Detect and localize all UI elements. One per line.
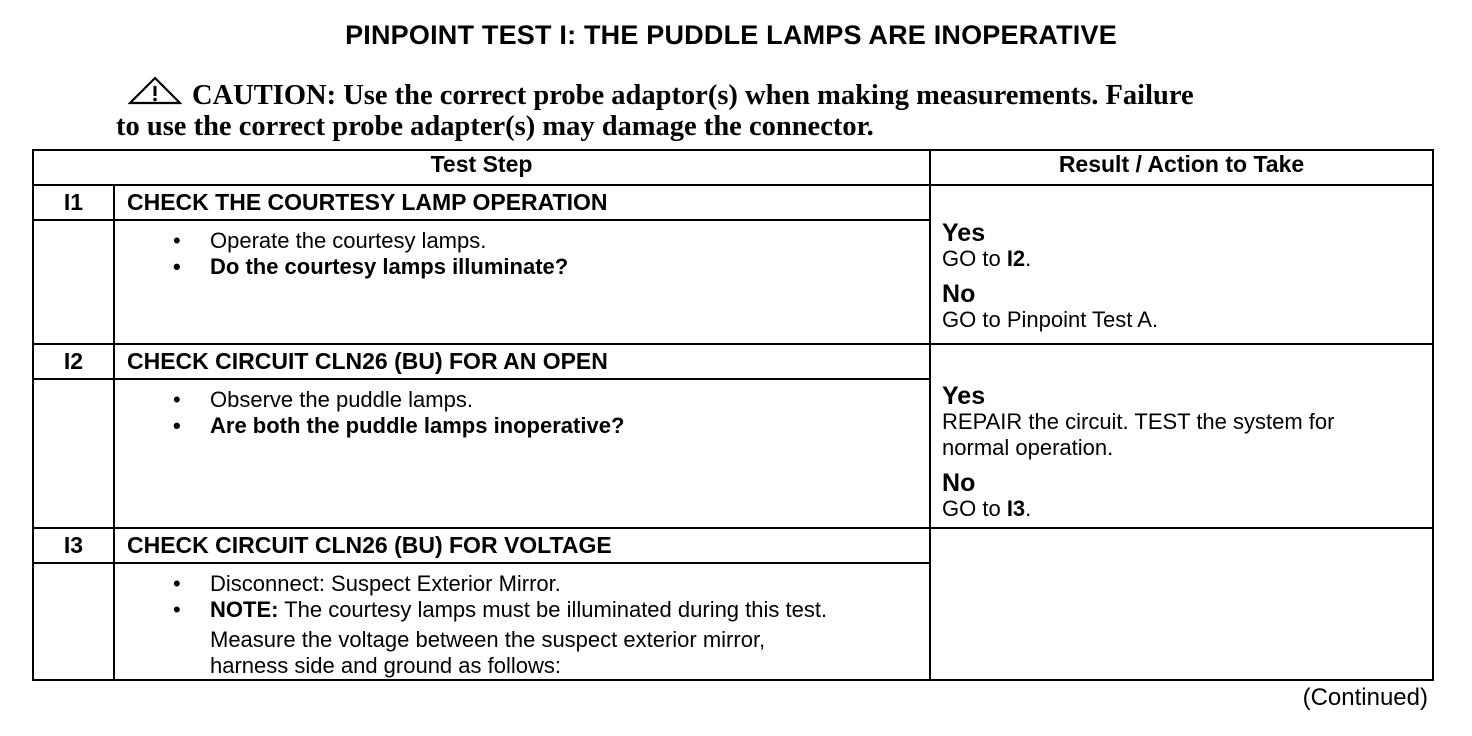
step-body <box>114 563 930 680</box>
step-heading: CHECK CIRCUIT CLN26 (BU) FOR VOLTAGE <box>114 528 930 563</box>
yes-label: Yes <box>942 382 986 410</box>
no-label: No <box>942 280 976 308</box>
list-item <box>210 597 929 623</box>
step-body <box>114 220 930 344</box>
step-heading-row <box>33 185 1433 220</box>
yes-action-line2: normal operation. <box>942 435 1114 460</box>
header-test-step: Test Step <box>33 150 930 185</box>
pinpoint-test-table <box>32 149 1434 681</box>
measure-line2: harness side and ground as follows: <box>210 653 561 678</box>
step-heading-row <box>33 344 1433 379</box>
no-action: GO to I3. <box>942 496 1032 521</box>
list-item: • Observe the puddle lamps. <box>210 387 929 413</box>
list-item: • Operate the courtesy lamps. <box>210 228 929 254</box>
yes-action-line1: REPAIR the circuit. TEST the system for <box>942 409 1335 434</box>
header-result: Result / Action to Take <box>930 150 1433 185</box>
step-result <box>930 185 1433 344</box>
step-id: I3 <box>33 528 114 563</box>
list-item: • Are both the puddle lamps inoperative? <box>210 413 929 439</box>
yes-action: GO to I2. <box>942 246 1032 271</box>
no-label: No <box>942 469 976 497</box>
table-header-row <box>33 150 1433 185</box>
continued-label: (Continued) <box>1302 684 1428 711</box>
note-label: NOTE: <box>210 597 279 622</box>
list-item: • Disconnect: Suspect Exterior Mirror. <box>210 571 929 597</box>
step-result <box>930 344 1433 528</box>
step-heading: CHECK CIRCUIT CLN26 (BU) FOR AN OPEN <box>114 344 930 379</box>
no-action: GO to Pinpoint Test A. <box>942 307 1159 332</box>
step-id: I1 <box>33 185 114 220</box>
yes-label: Yes <box>942 219 986 247</box>
list-item: • Do the courtesy lamps illuminate? <box>210 254 929 280</box>
measure-line1: Measure the voltage between the suspect exterior mirror, <box>210 627 766 652</box>
warning-triangle-icon <box>128 76 182 106</box>
step-result <box>930 528 1433 680</box>
caution-text-line2: to use the correct probe adapter(s) may damage the connector. <box>116 111 874 142</box>
page-title: PINPOINT TEST I: THE PUDDLE LAMPS ARE INOPERATIVE <box>345 20 1117 50</box>
step-heading: CHECK THE COURTESY LAMP OPERATION <box>114 185 930 220</box>
step-heading-row <box>33 528 1433 563</box>
caution-text-line1: Use the correct probe adaptor(s) when making measurements. Failure <box>343 80 1194 111</box>
note-text: The courtesy lamps must be illuminated during this test. <box>278 597 828 622</box>
caution-block <box>116 76 1346 142</box>
step-body <box>114 379 930 528</box>
step-id: I2 <box>33 344 114 379</box>
caution-label: CAUTION: <box>192 80 337 111</box>
